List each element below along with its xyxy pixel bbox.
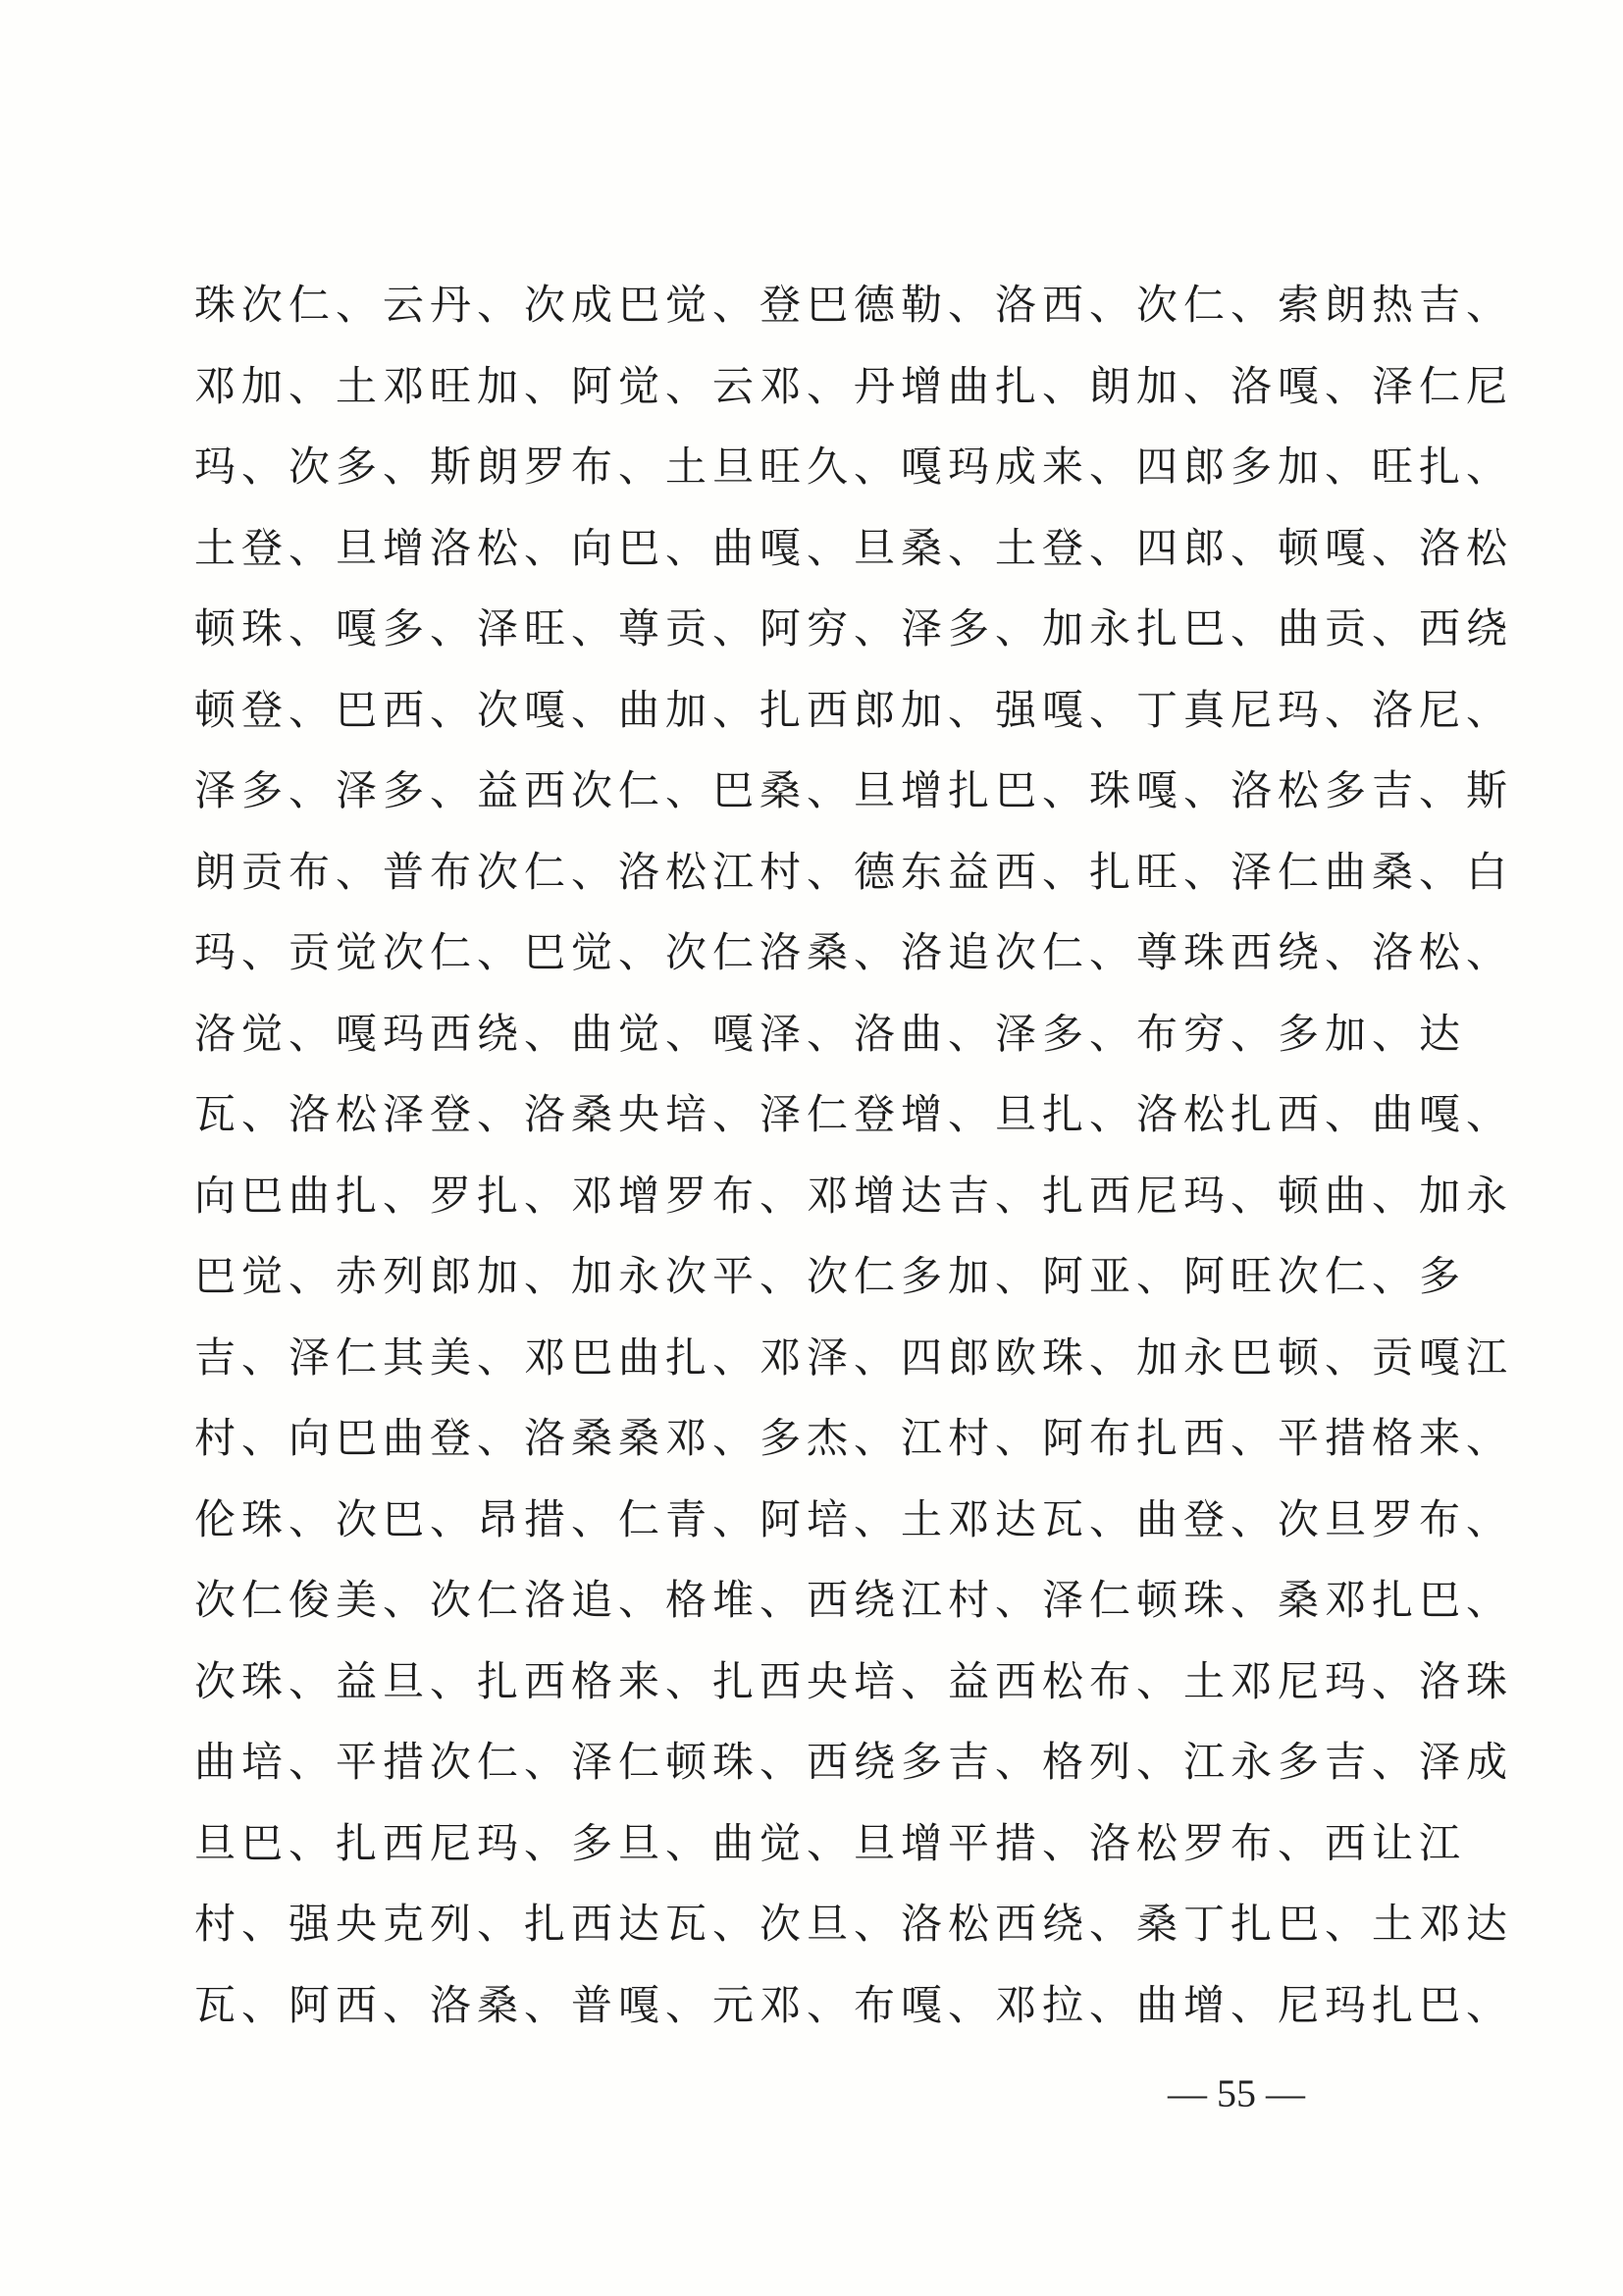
text-line: 邓加、土邓旺加、阿觉、云邓、丹增曲扎、朗加、洛嘎、泽仁尼 (194, 361, 1514, 410)
body-text (194, 265, 1514, 2046)
text-line: 伦珠、次巴、昂措、仁青、阿培、土邓达瓦、曲登、次旦罗布、 (194, 1494, 1514, 1543)
text-line: 吉、泽仁其美、邓巴曲扎、邓泽、四郎欧珠、加永巴顿、贡嘎江 (194, 1332, 1514, 1382)
text-line: 洛觉、嘎玛西绕、曲觉、嘎泽、洛曲、泽多、布穷、多加、达 (194, 1009, 1467, 1058)
text-line: 次珠、益旦、扎西格来、扎西央培、益西松布、土邓尼玛、洛珠 (194, 1656, 1514, 1705)
text-line: 村、强央克列、扎西达瓦、次旦、洛松西绕、桑丁扎巴、土邓达 (194, 1900, 1514, 1948)
text-line: 瓦、洛松泽登、洛桑央培、泽仁登增、旦扎、洛松扎西、曲嘎、 (194, 1090, 1514, 1138)
text-line: 向巴曲扎、罗扎、邓增罗布、邓增达吉、扎西尼玛、顿曲、加永 (194, 1171, 1514, 1220)
text-line: 曲培、平措次仁、泽仁顿珠、西绕多吉、格列、江永多吉、泽成 (194, 1738, 1514, 1786)
text-line: 朗贡布、普布次仁、洛松江村、德东益西、扎旺、泽仁曲桑、白 (194, 847, 1514, 896)
text-line: 旦巴、扎西尼玛、多旦、曲觉、旦增平措、洛松罗布、西让江 (194, 1818, 1467, 1867)
text-line: 玛、次多、斯朗罗布、土旦旺久、嘎玛成来、四郎多加、旺扎、 (194, 443, 1514, 491)
text-line: 次仁俊美、次仁洛追、格堆、西绕江村、泽仁顿珠、桑邓扎巴、 (194, 1576, 1514, 1624)
text-line: 村、向巴曲登、洛桑桑邓、多杰、江村、阿布扎西、平措格来、 (194, 1414, 1514, 1462)
text-line: 瓦、阿西、洛桑、普嘎、元邓、布嘎、邓拉、曲增、尼玛扎巴、 (194, 1980, 1514, 2029)
text-line: 土登、旦增洛松、向巴、曲嘎、旦桑、土登、四郎、顿嘎、洛松 (194, 523, 1514, 572)
text-line: 珠次仁、云丹、次成巴觉、登巴德勒、洛西、次仁、索朗热吉、 (194, 281, 1514, 329)
text-line: 巴觉、赤列郎加、加永次平、次仁多加、阿亚、阿旺次仁、多 (194, 1252, 1467, 1300)
text-line: 顿登、巴西、次嘎、曲加、扎西郎加、强嘎、丁真尼玛、洛尼、 (194, 685, 1514, 734)
text-line: 顿珠、嘎多、泽旺、尊贡、阿穷、泽多、加永扎巴、曲贡、西绕 (194, 604, 1514, 652)
text-line: 泽多、泽多、益西次仁、巴桑、旦增扎巴、珠嘎、洛松多吉、斯 (194, 766, 1514, 814)
text-line: 玛、贡觉次仁、巴觉、次仁洛桑、洛追次仁、尊珠西绕、洛松、 (194, 928, 1514, 976)
page-number: — 55 — (1168, 2071, 1305, 2115)
